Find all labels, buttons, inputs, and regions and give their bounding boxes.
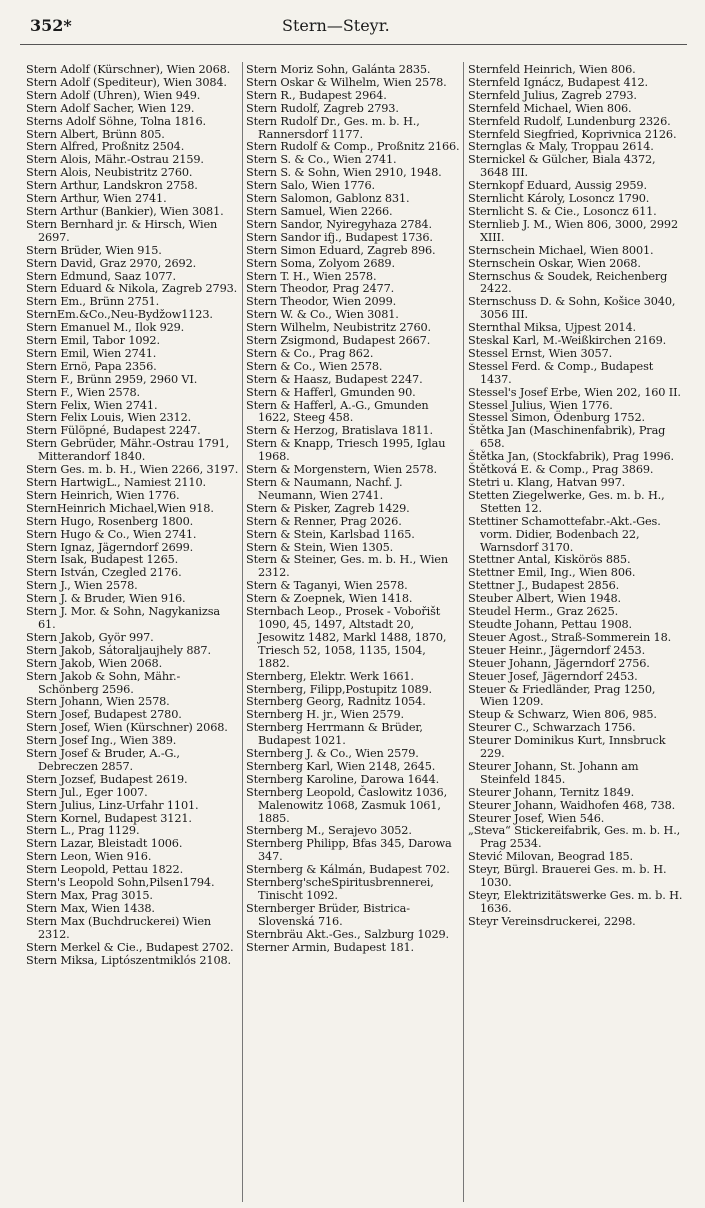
directory-entry: Stessel's Josef Erbe, Wien 202, 160 II. bbox=[468, 385, 681, 399]
directory-entry: Stern & Hafferl, Gmunden 90. bbox=[246, 385, 416, 399]
directory-entry: Sternschein Oskar, Wien 2068. bbox=[468, 256, 641, 270]
directory-entry: Stern Jakob & Sohn, Mähr.-Schönberg 2596. bbox=[26, 669, 181, 696]
directory-entry: Sternfeld Julius, Zagreb 2793. bbox=[468, 88, 637, 102]
directory-entry: Stettner J., Budapest 2856. bbox=[468, 579, 620, 593]
directory-entry: Sternickel & Gülcher, Biala 4372, 3648 III. bbox=[468, 153, 656, 180]
directory-entry: Stern F., Brünn 2959, 2960 VI. bbox=[26, 372, 198, 386]
directory-entry: Stern Alfred, Proßnitz 2504. bbox=[26, 140, 185, 154]
directory-entry: Stern Kornel, Budapest 3121. bbox=[26, 811, 192, 825]
directory-entry: Stern Max, Prag 3015. bbox=[26, 889, 153, 902]
directory-entry: Stern & Stein, Karlsbad 1165. bbox=[246, 527, 415, 541]
directory-entry: Sternfeld Ignácz, Budapest 412. bbox=[468, 75, 649, 89]
directory-entry: Stern Arthur (Bankier), Wien 3081. bbox=[26, 204, 224, 218]
directory-entry: Stern Eduard & Nikola, Zagreb 2793. bbox=[26, 282, 238, 296]
directory-entry: Stern Lazar, Bleistadt 1006. bbox=[26, 837, 183, 851]
directory-entry: Stern Rudolf Dr., Ges. m. b. H., Rannersdorf 1177. bbox=[246, 114, 420, 141]
column-divider bbox=[463, 62, 464, 1202]
directory-entry: Sterns Adolf Söhne, Tolna 1816. bbox=[26, 114, 206, 128]
directory-entry: Stern HartwigL., Namiest 2110. bbox=[26, 476, 206, 489]
directory-entry: Stern Merkel & Cie., Budapest 2702. bbox=[26, 940, 234, 954]
directory-entry: Stern Leon, Wien 916. bbox=[26, 850, 152, 864]
directory-entry: Sternberg & Kálmán, Budapest 702. bbox=[246, 863, 450, 877]
directory-entry: Sternberg Karoline, Darowa 1644. bbox=[246, 772, 440, 786]
directory-entry: Steuber Albert, Wien 1948. bbox=[468, 592, 621, 606]
directory-entry: Stern Josef & Bruder, A.-G., Debreczen 2857. bbox=[26, 747, 180, 773]
directory-entry: Stern Arthur, Landskron 2758. bbox=[26, 179, 198, 193]
directory-entry: Stern Gebrüder, Mähr.-Ostrau 1791, Mitterandorf 1840. bbox=[26, 437, 230, 464]
directory-entry: Steurer Dominikus Kurt, Innsbruck 229. bbox=[468, 734, 666, 761]
directory-entry: Stessel Julius, Wien 1776. bbox=[468, 398, 613, 412]
directory-entry: Stern Josef, Budapest 2780. bbox=[26, 708, 182, 722]
directory-entry: Stern Johann, Wien 2578. bbox=[26, 695, 170, 709]
directory-entry: Stern Oskar & Wilhelm, Wien 2578. bbox=[246, 75, 447, 89]
directory-entry: Stern L., Prag 1129. bbox=[26, 824, 140, 838]
directory-entry: Steudte Johann, Pettau 1908. bbox=[468, 617, 632, 631]
directory-entry: Sternberg'scheSpiritusbrennerei, Tinischt 1092. bbox=[246, 876, 434, 902]
directory-entry: Stern & Taganyi, Wien 2578. bbox=[246, 579, 408, 593]
directory-entry: Steyr, Bürgl. Brauerei Ges. m. b. H. 1030. bbox=[468, 863, 667, 890]
directory-entry: Steurer Josef, Wien 546. bbox=[468, 811, 605, 825]
directory-entry: Stern Samuel, Wien 2266. bbox=[246, 204, 393, 218]
directory-entry: Stern Bernhard jr. & Hirsch, Wien 2697. bbox=[26, 217, 218, 244]
directory-entry: Sternlieb J. M., Wien 806, 3000, 2992 XIII. bbox=[468, 217, 679, 244]
directory-entry: Sternberg Herrmann & Brüder, Budapest 1021. bbox=[246, 721, 423, 748]
directory-entry: „Steva“ Stickereifabrik, Ges. m. b. H., Prag 2534. bbox=[468, 824, 681, 851]
directory-entry: Stern Josef Ing., Wien 389. bbox=[26, 734, 177, 748]
directory-entry: Steyr Vereinsdruckerei, 2298. bbox=[468, 914, 636, 928]
directory-entry: Steuer & Friedländer, Prag 1250, Wien 1209. bbox=[468, 682, 656, 709]
directory-entry: Stern Sandor, Nyiregyhaza 2784. bbox=[246, 217, 432, 231]
directory-entry: Steskal Karl, M.-Weißkirchen 2169. bbox=[468, 334, 667, 348]
directory-entry: Stern Jozsef, Budapest 2619. bbox=[26, 772, 188, 786]
directory-entry: Stern Rudolf, Zagreb 2793. bbox=[246, 101, 399, 115]
directory-entry: Stern Theodor, Prag 2477. bbox=[246, 282, 395, 296]
directory-entry: Sternberg, Filipp,Postupitz 1089. bbox=[246, 682, 432, 696]
directory-entry: Stern Adolf (Uhren), Wien 949. bbox=[26, 88, 201, 102]
column-divider bbox=[242, 62, 243, 1202]
directory-entry: Steurer C., Schwarzach 1756. bbox=[468, 721, 636, 735]
directory-entry: Sternberg J. & Co., Wien 2579. bbox=[246, 747, 419, 761]
directory-entry: Sternberg M., Serajevo 3052. bbox=[246, 824, 412, 838]
directory-entry: Stern J. & Bruder, Wien 916. bbox=[26, 592, 186, 606]
directory-entry: Sternberg, Elektr. Werk 1661. bbox=[246, 669, 414, 683]
directory-entry: Stern Wilhelm, Neubistritz 2760. bbox=[246, 321, 432, 335]
directory-entry: Stern Jakob, Wien 2068. bbox=[26, 656, 163, 670]
directory-entry: Stern Simon Eduard, Zagreb 896. bbox=[246, 243, 436, 257]
directory-entry: Stern Ernö, Papa 2356. bbox=[26, 359, 157, 373]
directory-entry: Sterner Armin, Budapest 181. bbox=[246, 940, 415, 954]
directory-entry: Stern & Renner, Prag 2026. bbox=[246, 514, 402, 528]
directory-entry: Stern Jakob, Györ 997. bbox=[26, 630, 154, 644]
directory-entry: Steuer Agost., Straß-Sommerein 18. bbox=[468, 630, 672, 644]
directory-entry: Stern J., Wien 2578. bbox=[26, 579, 138, 593]
directory-entry: Steyr, Elektrizitätswerke Ges. m. b. H. 1636. bbox=[468, 889, 683, 915]
directory-entry: Steudel Herm., Graz 2625. bbox=[468, 605, 619, 619]
directory-column-3 bbox=[468, 64, 686, 929]
directory-entry: Stern Brüder, Wien 915. bbox=[26, 243, 162, 257]
directory-entry: Stern Soma, Zolyom 2689. bbox=[246, 256, 395, 270]
directory-entry: Steuer Heinr., Jägerndorf 2453. bbox=[468, 643, 646, 657]
directory-entry: Stern Julius, Linz-Urfahr 1101. bbox=[26, 798, 199, 812]
directory-entry: Stessel Ernst, Wien 3057. bbox=[468, 346, 613, 360]
directory-entry: Stern Alois, Mähr.-Ostrau 2159. bbox=[26, 153, 204, 167]
page-title: Stern—Steyr. bbox=[282, 16, 390, 35]
directory-entry: Stern & Herzog, Bratislava 1811. bbox=[246, 424, 433, 438]
directory-entry: Sternberg Georg, Radnitz 1054. bbox=[246, 695, 426, 709]
directory-entry: Stern Jakob, Sátoraljaujhely 887. bbox=[26, 643, 211, 657]
directory-entry: Stern's Leopold Sohn,Pilsen1794. bbox=[26, 876, 215, 890]
directory-entry: Stern Adolf (Kürschner), Wien 2068. bbox=[26, 63, 231, 76]
directory-entry: Stević Milovan, Beograd 185. bbox=[468, 850, 633, 864]
directory-entry: Steuer Johann, Jägerndorf 2756. bbox=[468, 656, 650, 670]
directory-entry: Stern Fülöpné, Budapest 2247. bbox=[26, 424, 201, 438]
directory-entry: Stern Emil, Wien 2741. bbox=[26, 346, 157, 360]
directory-entry: Stetri u. Klang, Hatvan 997. bbox=[468, 476, 626, 489]
directory-entry: Stettner Emil, Ing., Wien 806. bbox=[468, 566, 636, 580]
directory-entry: Sternglas & Maly, Troppau 2614. bbox=[468, 140, 654, 154]
directory-entry: Sternschuss D. & Sohn, Košice 3040, 3056 III. bbox=[468, 295, 676, 322]
directory-entry: Stern Salo, Wien 1776. bbox=[246, 179, 375, 193]
directory-entry: Stern Emil, Tabor 1092. bbox=[26, 334, 160, 348]
directory-entry: Stern & Naumann, Nachf. J. Neumann, Wien 2741. bbox=[246, 476, 403, 502]
directory-entry: Sternfeld Siegfried, Koprivnica 2126. bbox=[468, 127, 677, 141]
directory-entry: Stern Adolf Sacher, Wien 129. bbox=[26, 101, 195, 115]
directory-entry: Steuer Josef, Jägerndorf 2453. bbox=[468, 669, 638, 683]
page-number: 352* bbox=[30, 16, 72, 35]
directory-entry: Stern Salomon, Gablonz 831. bbox=[246, 192, 410, 206]
directory-entry: Sternberg H. jr., Wien 2579. bbox=[246, 708, 404, 722]
directory-column-2 bbox=[246, 64, 460, 955]
directory-entry: Stern Ges. m. b. H., Wien 2266, 3197. bbox=[26, 463, 239, 477]
directory-entry: Stettner Antal, Kiskörös 885. bbox=[468, 553, 631, 567]
directory-entry: Stern Albert, Brünn 805. bbox=[26, 127, 165, 141]
directory-entry: Stern Theodor, Wien 2099. bbox=[246, 295, 397, 309]
directory-entry: Stern Jul., Eger 1007. bbox=[26, 785, 148, 799]
directory-entry: Stessel Ferd. & Comp., Budapest 1437. bbox=[468, 359, 654, 386]
directory-entry: Stern & Hafferl, A.-G., Gmunden 1622, Steeg 458. bbox=[246, 398, 429, 425]
directory-entry: Stern W. & Co., Wien 3081. bbox=[246, 308, 399, 322]
directory-entry: SternHeinrich Michael,Wien 918. bbox=[26, 501, 214, 515]
directory-entry: Sternbach Leop., Prosek - Vobořišt 1090, 45, 1497, Altstadt 20, Jesowitz 1482, Markl 1488, 1870, Triesch 52, 1058, 1135, 1504, 1882. bbox=[246, 605, 447, 670]
directory-entry: Stern Miksa, Liptószentmiklós 2108. bbox=[26, 953, 231, 967]
directory-entry: SternEm.&Co.,Neu-Bydžow1123. bbox=[26, 308, 213, 322]
directory-entry: Stern & Zoepnek, Wien 1418. bbox=[246, 592, 413, 606]
directory-entry: Stern Zsigmond, Budapest 2667. bbox=[246, 334, 431, 348]
directory-entry: Stern & Co., Wien 2578. bbox=[246, 359, 383, 373]
directory-entry: Stern F., Wien 2578. bbox=[26, 385, 141, 399]
directory-entry: Sternberg Leopold, Časlowitz 1036, Malenowitz 1068, Zasmuk 1061, 1885. bbox=[246, 785, 448, 825]
directory-entry: Stettiner Schamottefabr.-Akt.-Ges. vorm. Didier, Bodenbach 22, Warnsdorf 3170. bbox=[468, 514, 661, 554]
directory-entry: Steurer Johann, Waidhofen 468, 738. bbox=[468, 798, 676, 812]
directory-entry: Stern David, Graz 2970, 2692. bbox=[26, 256, 197, 270]
directory-entry: Štětková E. & Comp., Prag 3869. bbox=[468, 463, 654, 477]
directory-entry: Sternberg Philipp, Bfas 345, Darowa 347. bbox=[246, 837, 452, 864]
directory-entry: Stern Hugo, Rosenberg 1800. bbox=[26, 514, 194, 528]
directory-entry: Stern Em., Brünn 2751. bbox=[26, 295, 160, 309]
directory-entry: Stern Hugo & Co., Wien 2741. bbox=[26, 527, 197, 541]
directory-entry: Steurer Johann, Ternitz 1849. bbox=[468, 785, 635, 799]
directory-entry: Stern Heinrich, Wien 1776. bbox=[26, 488, 180, 502]
directory-entry: Stern & Stein, Wien 1305. bbox=[246, 540, 394, 554]
directory-entry: Stern T. H., Wien 2578. bbox=[246, 269, 377, 283]
directory-entry: Steurer Johann, St. Johann am Steinfeld 1845. bbox=[468, 759, 639, 786]
directory-entry: Stern S. & Co., Wien 2741. bbox=[246, 153, 397, 167]
directory-entry: Stern & Steiner, Ges. m. b. H., Wien 2312. bbox=[246, 553, 448, 580]
directory-entry: Stern István, Czegled 2176. bbox=[26, 566, 182, 580]
directory-entry: Stern Sandor ifj., Budapest 1736. bbox=[246, 230, 433, 244]
directory-entry: Stern Edmund, Saaz 1077. bbox=[26, 269, 176, 283]
directory-entry: Stern Max (Buchdruckerei) Wien 2312. bbox=[26, 914, 212, 941]
directory-entry: Stern & Knapp, Triesch 1995, Iglau 1968. bbox=[246, 437, 446, 464]
directory-entry: Sternfeld Rudolf, Lundenburg 2326. bbox=[468, 114, 671, 128]
directory-entry: Sternschein Michael, Wien 8001. bbox=[468, 243, 654, 257]
directory-entry: Sternschus & Soudek, Reichenberg 2422. bbox=[468, 269, 668, 296]
directory-entry: Steup & Schwarz, Wien 806, 985. bbox=[468, 708, 657, 722]
directory-entry: Stern Isak, Budapest 1265. bbox=[26, 553, 179, 567]
directory-entry: Štětka Jan, (Stockfabrik), Prag 1996. bbox=[468, 450, 675, 464]
directory-entry: Stern & Haasz, Budapest 2247. bbox=[246, 372, 423, 386]
directory-entry: Stern R., Budapest 2964. bbox=[246, 88, 387, 102]
directory-entry: Stern S. & Sohn, Wien 2910, 1948. bbox=[246, 166, 442, 180]
directory-entry: Stern Alois, Neubistritz 2760. bbox=[26, 166, 193, 180]
directory-entry: Sternthal Miksa, Ujpest 2014. bbox=[468, 321, 636, 335]
directory-entry: Stern Adolf (Spediteur), Wien 3084. bbox=[26, 75, 227, 89]
directory-entry: Stern J. Mor. & Sohn, Nagykanizsa 61. bbox=[26, 605, 220, 631]
directory-entry: Stern Max, Wien 1438. bbox=[26, 901, 155, 915]
directory-entry: Stetten Ziegelwerke, Ges. m. b. H., Stetten 12. bbox=[468, 488, 665, 515]
header-rule bbox=[20, 44, 687, 45]
directory-entry: Sternfeld Michael, Wien 806. bbox=[468, 101, 632, 115]
directory-entry: Stern Moriz Sohn, Galánta 2835. bbox=[246, 63, 431, 76]
directory-entry: Sternbräu Akt.-Ges., Salzburg 1029. bbox=[246, 927, 449, 941]
directory-entry: Štětka Jan (Maschinenfabrik), Prag 658. bbox=[468, 424, 666, 451]
directory-entry: Sternkopf Eduard, Aussig 2959. bbox=[468, 179, 647, 193]
directory-entry: Stern & Co., Prag 862. bbox=[246, 346, 374, 360]
directory-entry: Sternberger Brüder, Bistrica-Slovenská 716. bbox=[246, 901, 410, 928]
directory-entry: Stern Felix Louis, Wien 2312. bbox=[26, 411, 192, 425]
directory-entry: Stern Arthur, Wien 2741. bbox=[26, 192, 167, 206]
directory-entry: Stern Rudolf & Comp., Proßnitz 2166. bbox=[246, 140, 460, 154]
directory-entry: Sternlicht Károly, Losoncz 1790. bbox=[468, 192, 650, 206]
directory-entry: Stern & Pisker, Zagreb 1429. bbox=[246, 501, 410, 515]
directory-entry: Stessel Simon, Ödenburg 1752. bbox=[468, 411, 645, 425]
directory-entry: Stern Josef, Wien (Kürschner) 2068. bbox=[26, 721, 228, 735]
directory-entry: Stern Leopold, Pettau 1822. bbox=[26, 863, 184, 877]
directory-entry: Sternlicht S. & Cie., Losoncz 611. bbox=[468, 204, 657, 218]
directory-entry: Stern Felix, Wien 2741. bbox=[26, 398, 158, 412]
directory-entry: Sternfeld Heinrich, Wien 806. bbox=[468, 63, 636, 76]
directory-column-1 bbox=[26, 64, 240, 967]
directory-entry: Sternberg Karl, Wien 2148, 2645. bbox=[246, 759, 436, 773]
directory-entry: Stern Emanuel M., Ilok 929. bbox=[26, 321, 185, 335]
directory-entry: Stern & Morgenstern, Wien 2578. bbox=[246, 463, 437, 477]
directory-entry: Stern Ignaz, Jägerndorf 2699. bbox=[26, 540, 194, 554]
